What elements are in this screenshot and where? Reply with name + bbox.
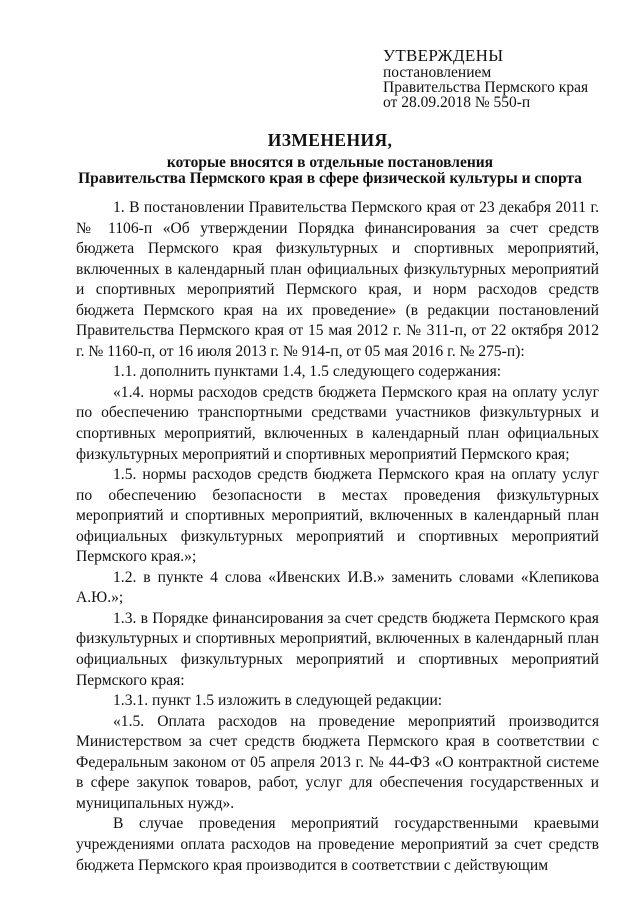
paragraph: В случае проведения мероприятий государственными краевыми учреждениями оплата расходов на проведение мероприятий за счет средств бюджета Пермского края производится в соответствии с действующим — [76, 815, 599, 874]
subtitle-line: которые вносятся в отдельные постановления — [166, 154, 494, 171]
paragraph: 1.3. в Порядке финансирования за счет средств бюджета Пермского края физкультурных и спортивных мероприятий, включенных в календарный план официальных физкультурных мероприятий и спортивных мероприятий Пермского края: — [76, 609, 599, 689]
approval-title: УТВЕРЖДЕНЫ — [383, 46, 504, 65]
approval-line: Правительства Пермского края — [383, 79, 589, 96]
approval-date: от 28.09.2018 № 550-п — [383, 94, 531, 111]
document-subtitle — [60, 155, 600, 187]
approval-stamp — [383, 47, 588, 110]
paragraph: 1. В постановлении Правительства Пермского края от 23 декабря 2011 г. № 1106-п «Об утверждении Порядка финансирования за счет средств бюджета Пермского края физкультурных и спортивных мероприятий, включенных в календарный план официальных физкультурных мероприятий и спортивных мероприятий Пермского края, и норм расходов средств бюджета Пермского края на их проведение» (в редакции постановлений Правительства Пермского края от 15 мая 2012 г. № 311-п, от 22 октября 2012 г. № 1160-п, от 16 июля 2013 г. № 914-п, от 05 мая 2016 г. № 275-п): — [76, 199, 599, 360]
subtitle-line: Правительства Пермского края в сфере физической культуры и спорта — [78, 170, 582, 187]
approval-line: постановлением — [383, 64, 492, 81]
paragraph: 1.1. дополнить пунктами 1.4, 1.5 следующего содержания: — [113, 363, 502, 381]
paragraph: 1.2. в пункте 4 слова «Ивенских И.В.» заменить словами «Клепикова А.Ю.»; — [76, 568, 599, 607]
document-body — [76, 198, 599, 876]
paragraph: 1.5. нормы расходов средств бюджета Пермского края на оплату услуг по обеспечению безопасности в местах проведения физкультурных мероприятий и спортивных мероприятий, включенных в календарный план официальных физкультурных мероприятий и спортивных мероприятий Пермского края.»; — [76, 466, 599, 566]
document-heading — [60, 130, 600, 187]
paragraph: «1.4. нормы расходов средств бюджета Пермского края на оплату услуг по обеспечению транспортными средствами участников физкультурных и спортивных мероприятий, включенных в календарный план официальных физкультурных мероприятий и спортивных мероприятий Пермского края; — [76, 383, 599, 463]
document-title: ИЗМЕНЕНИЯ, — [267, 130, 393, 150]
paragraph: «1.5. Оплата расходов на проведение мероприятий производится Министерством за счет средств бюджета Пермского края в соответствии с Федеральным законом от 05 апреля 2013 г. № 44-ФЗ «О контрактной системе в сфере закупок товаров, работ, услуг для обеспечения государственных и муниципальных нужд». — [76, 712, 599, 812]
paragraph: 1.3.1. пункт 1.5 изложить в следующей редакции: — [113, 692, 443, 710]
